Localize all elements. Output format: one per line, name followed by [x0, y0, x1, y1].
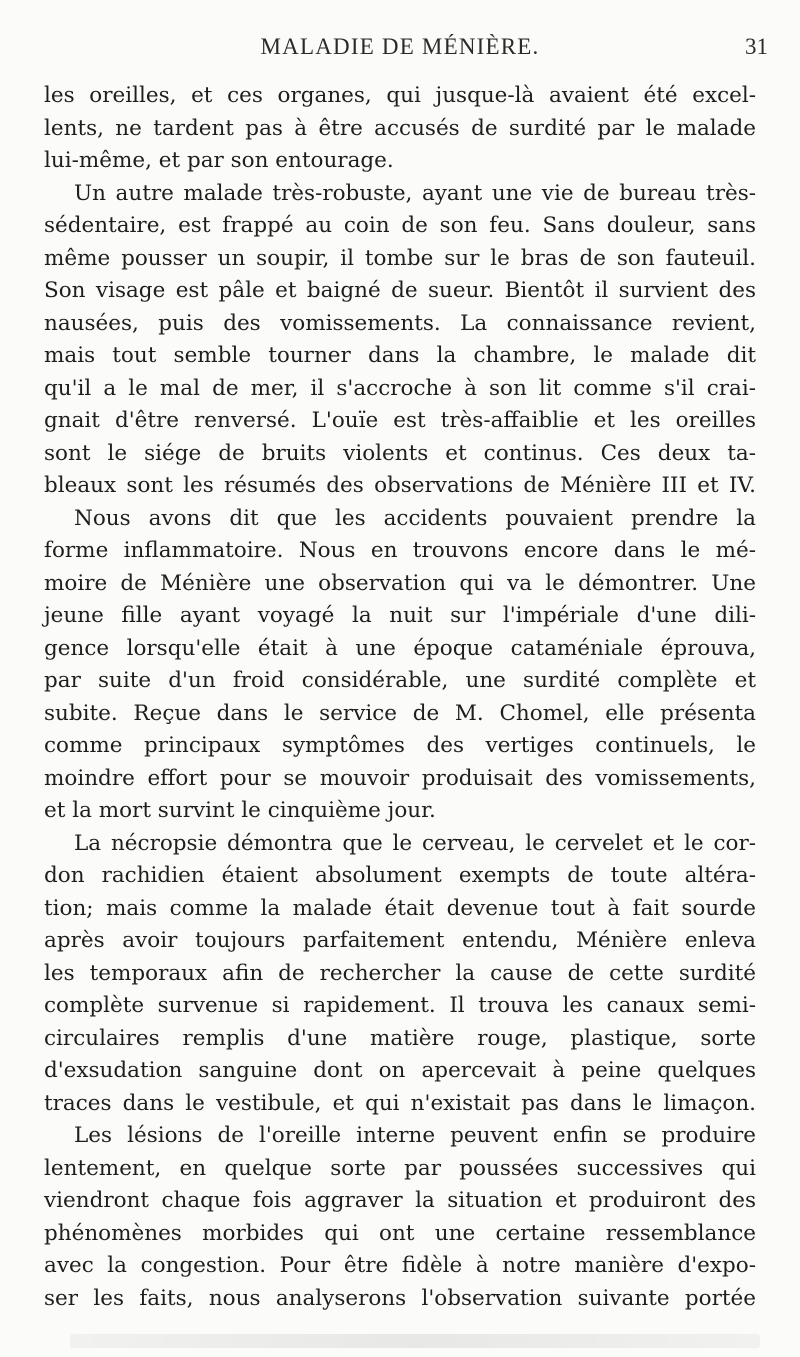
text-line: lents, ne tardent pas à être accusés de surdité par le malade: [44, 115, 756, 141]
text-line: avec la congestion. Pour être fidèle à notre manière d'expo-: [44, 1253, 756, 1278]
text-line: sédentaire, est frappé au coin de son feu. Sans douleur, sans: [44, 213, 756, 238]
text-line: Nous avons dit que les accidents pouvaient prendre la: [74, 505, 756, 531]
text-line: comme principaux symptômes des vertiges continuels, le: [44, 733, 756, 758]
text-line: traces dans le vestibule, et qui n'existait pas dans le limaçon.: [44, 1090, 756, 1116]
text-line: subite. Reçue dans le service de M. Chomel, elle présenta: [44, 700, 756, 726]
running-title: MALADIE DE MÉNIÈRE.: [260, 34, 540, 59]
text-line: mais tout semble tourner dans la chambre, le malade dit: [44, 343, 756, 368]
running-header: [0, 34, 800, 70]
text-line: jeune fille ayant voyagé la nuit sur l'impériale d'une dili-: [44, 603, 756, 628]
text-line: viendront chaque fois aggraver la situation et produiront des: [44, 1188, 756, 1213]
text-line: gnait d'être renversé. L'ouïe est très-affaiblie et les oreilles: [44, 408, 756, 433]
text-line: moindre effort pour se mouvoir produisait des vomissements,: [44, 765, 756, 791]
text-line: don rachidien étaient absolument exempts de toute altéra-: [44, 863, 756, 888]
text-line: même pousser un soupir, il tombe sur le bras de son fauteuil.: [44, 245, 756, 271]
text-line: les oreilles, et ces organes, qui jusque-là avaient été excel-: [44, 83, 756, 108]
text-line: nausées, puis des vomissements. La connaissance revient,: [44, 310, 756, 336]
text-line: complète survenue si rapidement. Il trouva les canaux semi-: [44, 993, 756, 1018]
text-line: Les lésions de l'oreille interne peuvent enfin se produire: [74, 1123, 756, 1148]
text-line: forme inflammatoire. Nous en trouvons encore dans le mé-: [44, 538, 756, 563]
text-line: moire de Ménière une observation qui va le démontrer. Une: [44, 570, 756, 596]
text-line: tion; mais comme la malade était devenue tout à fait sourde: [44, 895, 756, 921]
text-line: La nécropsie démontra que le cerveau, le cervelet et le cor-: [74, 830, 756, 856]
bleed-through-footer: [70, 1334, 760, 1348]
text-line: phénomènes morbides qui ont une certaine ressemblance: [44, 1220, 756, 1246]
text-line: sont le siége de bruits violents et continus. Ces deux ta-: [44, 440, 756, 466]
text-line: lentement, en quelque sorte par poussées successives qui: [44, 1155, 756, 1181]
text-line: d'exsudation sanguine dont on apercevait à peine quelques: [44, 1058, 756, 1083]
text-line: circulaires remplis d'une matière rouge, plastique, sorte: [44, 1025, 756, 1051]
text-line: les temporaux afin de rechercher la cause de cette surdité: [44, 960, 756, 986]
text-line: après avoir toujours parfaitement entendu, Ménière enleva: [44, 928, 756, 953]
text-line: et la mort survint le cinquième jour.: [44, 798, 436, 823]
text-line: lui-même, et par son entourage.: [44, 148, 394, 173]
text-line: ser les faits, nous analyserons l'observation suivante portée: [44, 1285, 756, 1311]
text-line: bleaux sont les résumés des observations de Ménière III et IV.: [44, 473, 756, 498]
body-text: [44, 80, 756, 1315]
text-line: gence lorsqu'elle était à une époque cataméniale éprouva,: [44, 635, 756, 661]
page-number: 31: [745, 34, 768, 59]
text-line: par suite d'un froid considérable, une surdité complète et: [44, 668, 756, 693]
text-line: qu'il a le mal de mer, il s'accroche à son lit comme s'il crai-: [44, 375, 756, 401]
text-line: Un autre malade très-robuste, ayant une vie de bureau très-: [74, 180, 756, 206]
text-line: Son visage est pâle et baigné de sueur. Bientôt il survient des: [44, 278, 756, 303]
